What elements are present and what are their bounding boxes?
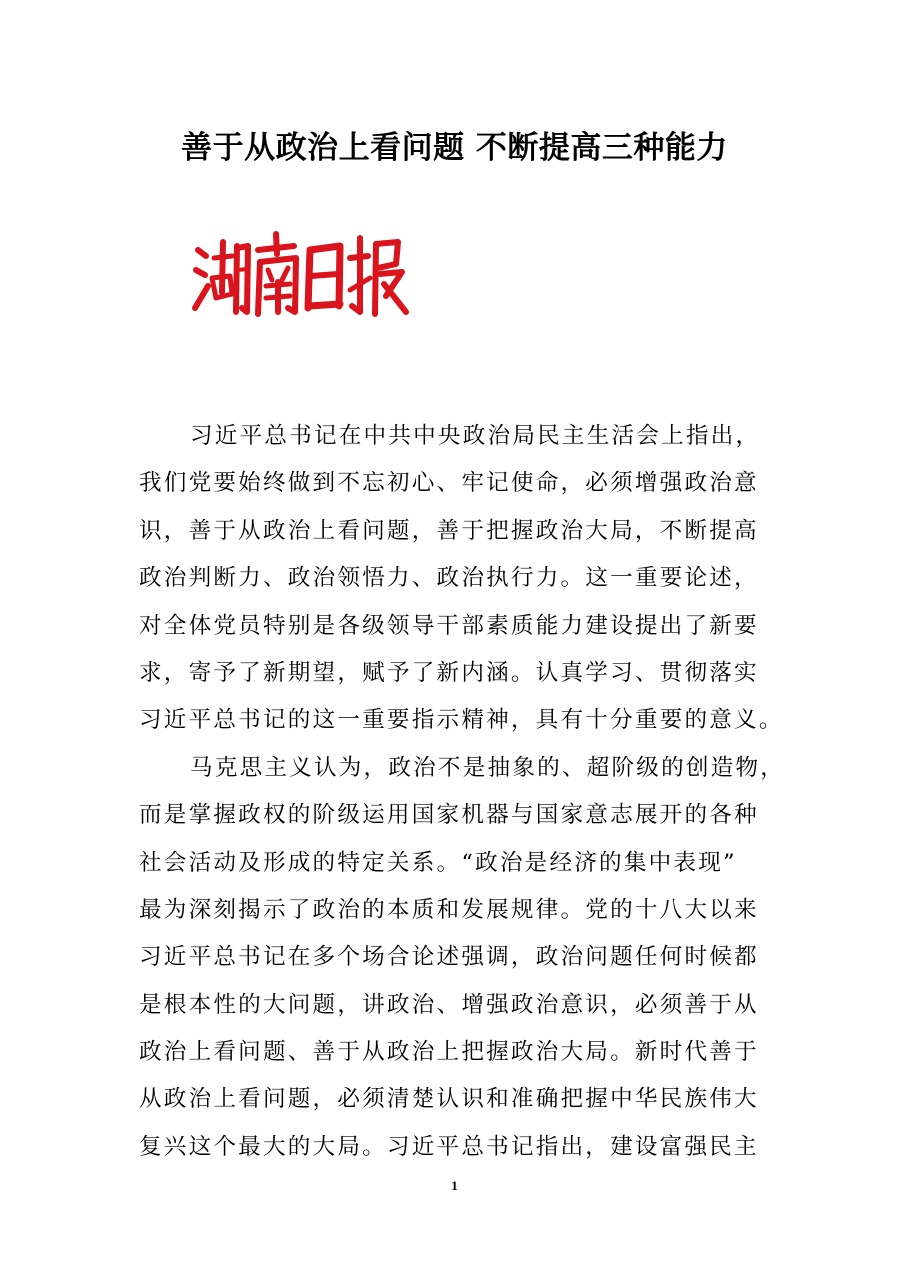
paragraph-line: 我们党要始终做到不忘初心、牢记使命，必须增强政治意 <box>139 470 759 497</box>
paragraph-line: 政治判断力、政治领悟力、政治执行力。这一重要论述， <box>139 565 759 592</box>
paragraph-line: 求，寄予了新期望，赋予了新内涵。认真学习、贯彻落实 <box>139 659 759 686</box>
paragraph-line: 从政治上看问题，必须清楚认识和准确把握中华民族伟大 <box>139 1086 759 1113</box>
paragraph-line: 习近平总书记在中共中央政治局民主生活会上指出， <box>190 423 761 449</box>
article-body <box>139 413 786 1171</box>
paragraph-line: 政治上看问题、善于从政治上把握政治大局。新时代善于 <box>139 1039 759 1066</box>
paragraph-line: 复兴这个最大的大局。习近平总书记指出，建设富强民主 <box>139 1133 759 1160</box>
paragraph-line: 习近平总书记在多个场合论述强调，政治问题任何时候都 <box>139 944 759 971</box>
paragraph-line: 是根本性的大问题，讲政治、增强政治意识，必须善于从 <box>139 991 759 1018</box>
paragraph-line: 习近平总书记的这一重要指示精神，具有十分重要的意义。 <box>139 707 784 734</box>
document-title: 善于从政治上看问题 不断提高三种能力 <box>181 130 728 166</box>
paragraph-line: 社会活动及形成的特定关系。“政治是经济的集中表现” <box>139 849 737 876</box>
newspaper-masthead-logo <box>192 228 412 320</box>
paragraph-line: 识，善于从政治上看问题，善于把握政治大局，不断提高 <box>139 517 759 544</box>
paragraph-line: 马克思主义认为，政治不是抽象的、超阶级的创造物， <box>190 754 786 781</box>
paragraph-line: 最为深刻揭示了政治的本质和发展规律。党的十八大以来 <box>139 896 759 923</box>
paragraph-line: 而是掌握政权的阶级运用国家机器与国家意志展开的各种 <box>139 802 759 829</box>
paragraph-line: 对全体党员特别是各级领导干部素质能力建设提出了新要 <box>139 612 759 639</box>
page-number: 1 <box>451 1178 458 1193</box>
